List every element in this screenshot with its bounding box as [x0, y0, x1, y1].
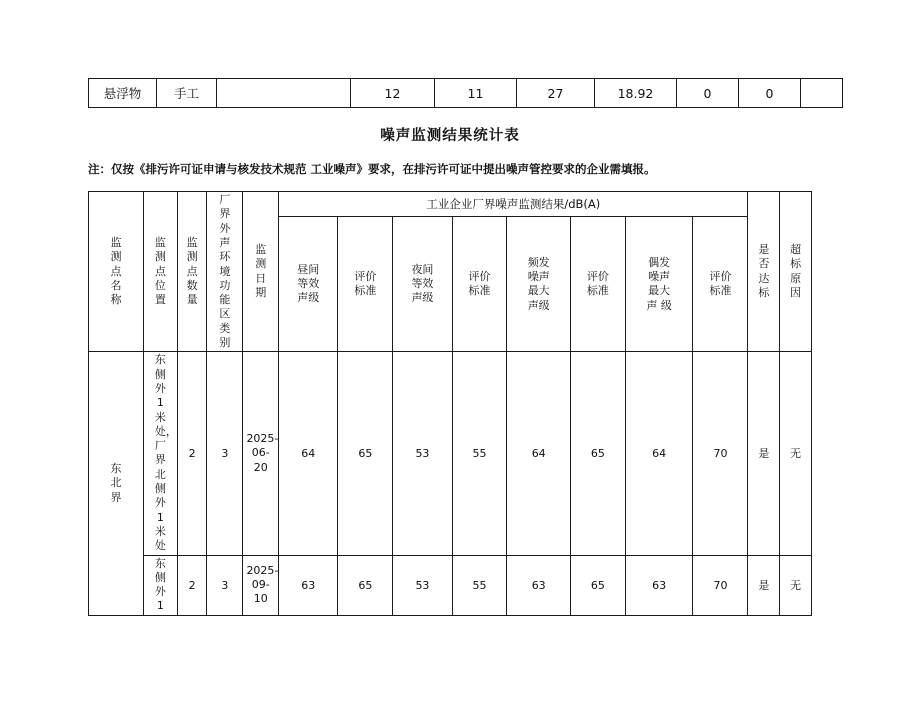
col-header-night-level: 夜间等效声级 — [393, 217, 452, 352]
col-header-point-count: 监测点数量 — [177, 192, 207, 352]
cell-point-count: 2 — [177, 352, 207, 555]
cell-point-name: 东北界 — [89, 352, 144, 615]
cell-night-standard: 55 — [452, 352, 507, 555]
cell-exceed-reason: 无 — [780, 555, 812, 615]
cell-method: 手工 — [157, 79, 217, 108]
page-title: 噪声监测结果统计表 — [380, 128, 520, 144]
col-header-exceed-reason: 超标原因 — [780, 192, 812, 352]
noise-monitoring-table — [88, 191, 812, 616]
cell-value-4: 18.92 — [595, 79, 677, 108]
cell-value-7 — [801, 79, 843, 108]
cell-occasional-standard: 70 — [693, 352, 748, 555]
col-header-occasional-max-level: 偶发噪声最大声 级 — [625, 217, 693, 352]
cell-night-standard: 55 — [452, 555, 507, 615]
col-header-frequent-max-level: 频发噪声最大声级 — [507, 217, 570, 352]
cell-value-5: 0 — [677, 79, 739, 108]
table-row — [89, 79, 843, 108]
col-header-point-name: 监测点名称 — [89, 192, 144, 352]
cell-point-position: 东侧外 1 米处，厂界北侧外 1 米处 — [143, 352, 177, 555]
cell-value-3: 27 — [517, 79, 595, 108]
col-header-monitor-date: 监测日期 — [243, 192, 279, 352]
cell-night-level: 53 — [393, 555, 452, 615]
cell-day-level: 63 — [279, 555, 338, 615]
cell-day-standard: 65 — [338, 555, 393, 615]
cell-value-2: 11 — [435, 79, 517, 108]
cell-point-count: 2 — [177, 555, 207, 615]
cell-exceed-reason: 无 — [780, 352, 812, 555]
cell-day-standard: 65 — [338, 352, 393, 555]
cell-value-1: 12 — [351, 79, 435, 108]
cell-occasional-standard: 70 — [693, 555, 748, 615]
col-header-area-category: 厂界外声环境功能区类别 — [207, 192, 243, 352]
cell-night-level: 53 — [393, 352, 452, 555]
cell-frequent-max-level: 64 — [507, 352, 570, 555]
cell-blank — [217, 79, 351, 108]
cell-frequent-max-level: 63 — [507, 555, 570, 615]
col-header-day-standard: 评价标准 — [338, 217, 393, 352]
col-header-group-noise-results: 工业企业厂界噪声监测结果/dB(A) — [279, 192, 748, 217]
cell-compliance: 是 — [748, 555, 780, 615]
col-header-point-position: 监测点位置 — [143, 192, 177, 352]
continued-table — [88, 78, 843, 108]
col-header-occasional-standard: 评价标准 — [693, 217, 748, 352]
cell-compliance: 是 — [748, 352, 780, 555]
cell-value-6: 0 — [739, 79, 801, 108]
cell-area-category: 3 — [207, 352, 243, 555]
header-row-group — [89, 192, 812, 217]
cell-day-level: 64 — [279, 352, 338, 555]
cell-pollutant: 悬浮物 — [89, 79, 157, 108]
cell-monitor-date: 2025-06-20 — [243, 352, 279, 555]
cell-occasional-max-level: 64 — [625, 352, 693, 555]
cell-point-position: 东侧外 1 — [143, 555, 177, 615]
col-header-compliance: 是否达标 — [748, 192, 780, 352]
table-row — [89, 555, 812, 615]
cell-monitor-date: 2025-09-10 — [243, 555, 279, 615]
col-header-night-standard: 评价标准 — [452, 217, 507, 352]
cell-frequent-standard: 65 — [570, 352, 625, 555]
note-text: 注：仅按《排污许可证申请与核发技术规范 工业噪声》要求，在排污许可证中提出噪声管控要求的企业需填报。 — [88, 162, 656, 176]
document-page — [0, 78, 900, 713]
cell-frequent-standard: 65 — [570, 555, 625, 615]
cell-occasional-max-level: 63 — [625, 555, 693, 615]
table-row — [89, 352, 812, 555]
cell-area-category: 3 — [207, 555, 243, 615]
col-header-frequent-standard: 评价标准 — [570, 217, 625, 352]
col-header-day-level: 昼间等效声级 — [279, 217, 338, 352]
